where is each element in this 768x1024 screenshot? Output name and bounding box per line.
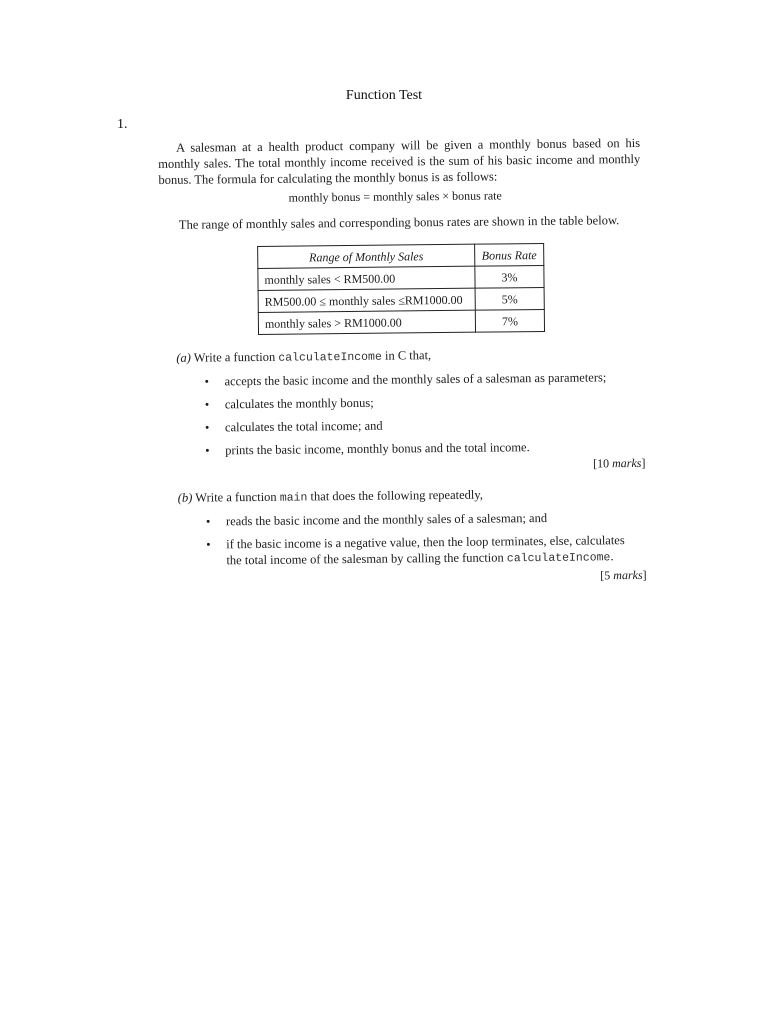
part-a xyxy=(160,345,651,476)
list-item xyxy=(206,509,636,530)
table-intro-text: The range of monthly sales and corresponding bonus rates are shown in the table below. xyxy=(178,213,620,232)
marks-close: ] xyxy=(641,455,646,470)
bullet-end: . xyxy=(610,549,614,564)
part-a-heading xyxy=(176,345,650,368)
marks-open: [5 xyxy=(600,568,614,583)
part-b-pre: Write a function xyxy=(195,489,277,505)
question-number: 1. xyxy=(117,117,128,132)
part-a-label: (a) xyxy=(176,350,191,365)
marks-close: ] xyxy=(642,567,647,582)
bullet-text: accepts the basic income and the monthly sales of a salesman as parameters; xyxy=(224,370,607,389)
table-header-row xyxy=(258,243,544,268)
table-cell-rate: 3% xyxy=(475,265,544,288)
bullet-icon: • xyxy=(205,514,211,529)
bullet-text: calculates the total income; and xyxy=(224,418,383,435)
bullet-icon: • xyxy=(205,443,210,458)
table-cell-rate: 7% xyxy=(475,309,544,332)
table-cell-rate: 5% xyxy=(475,287,544,310)
table-row xyxy=(258,287,544,312)
part-b-post: that does the following repeatedly, xyxy=(310,487,483,504)
part-a-pre: Write a function xyxy=(193,349,276,365)
bullet-icon: • xyxy=(206,537,211,552)
header-range: Range of Monthly Sales xyxy=(258,244,475,268)
bullet-text: if the basic income is a negative value, then the loop terminates, else, calculates the total income of the salesman by calling the function xyxy=(226,533,625,568)
list-item xyxy=(206,532,636,571)
bullet-text: calculates the monthly bonus; xyxy=(224,395,374,412)
bullet-text: reads the basic income and the monthly sales of a salesman; and xyxy=(225,510,548,529)
intro-paragraph: A salesman at a health product company will be given a monthly bonus based on his monthly sales. The total monthly income received is the sum of his basic income and monthly bonus. The formula for calculating the monthly bonus is as follows: xyxy=(158,135,641,187)
page-title: Function Test xyxy=(345,88,423,103)
marks-word: marks xyxy=(613,567,643,583)
bullet-icon: • xyxy=(204,420,210,435)
bullet-icon: • xyxy=(204,397,210,412)
part-a-bullets xyxy=(160,369,651,459)
bonus-formula: monthly bonus = monthly sales × bonus rate xyxy=(288,188,502,205)
scanned-question-block xyxy=(158,135,653,588)
part-a-code: calculateIncome xyxy=(278,350,382,365)
list-item xyxy=(204,369,634,390)
part-b-heading xyxy=(178,485,652,508)
bullet-code: calculateIncome xyxy=(506,551,611,566)
bullet-icon: • xyxy=(204,374,209,389)
part-a-post: in C that, xyxy=(384,348,432,363)
bullet-text: prints the basic income, monthly bonus and the total income. xyxy=(225,440,530,458)
marks-open: [10 xyxy=(592,456,613,471)
bonus-rate-table xyxy=(257,243,545,335)
part-b-bullets xyxy=(162,509,653,571)
marks-word: marks xyxy=(611,455,642,471)
part-b-code: main xyxy=(279,491,308,505)
list-item xyxy=(205,415,635,436)
header-rate: Bonus Rate xyxy=(475,243,544,266)
table-row xyxy=(258,265,544,290)
table-row xyxy=(258,309,544,334)
list-item xyxy=(205,392,635,413)
part-b xyxy=(162,485,653,588)
table-cell-range: monthly sales < RM500.00 xyxy=(258,266,475,290)
table-cell-range: RM500.00 ≤ monthly sales ≤RM1000.00 xyxy=(258,288,475,312)
part-b-label: (b) xyxy=(177,490,193,505)
table-cell-range: monthly sales > RM1000.00 xyxy=(258,310,475,334)
